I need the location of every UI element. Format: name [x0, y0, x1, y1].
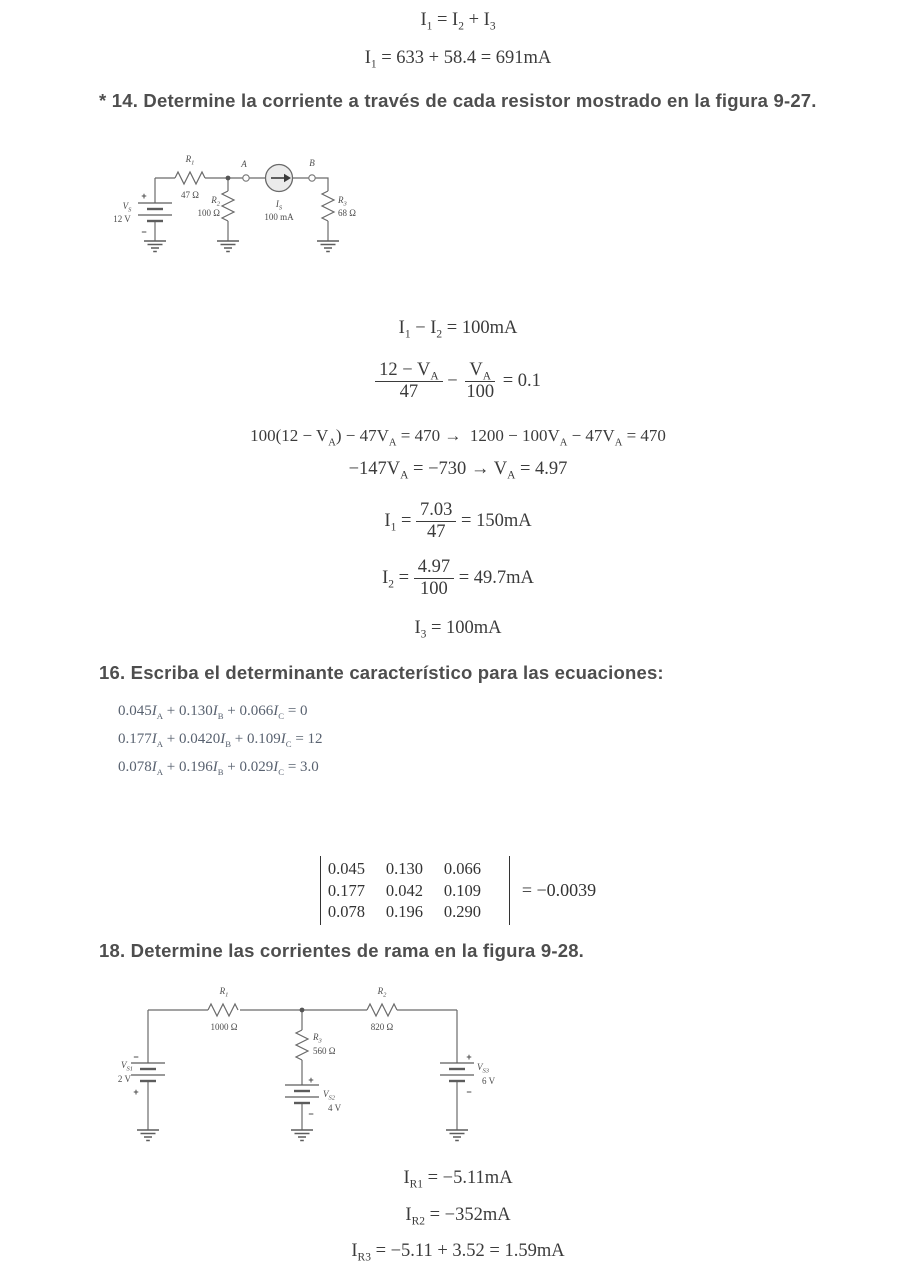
- resistor-r1-symbol: [208, 1004, 238, 1016]
- equation-i2: $I_2$ = $\frac{4.97}{100}$ = 49.7mA: [382, 557, 534, 600]
- fraction-i2: $\frac{4.97}{100}$: [414, 557, 454, 601]
- r1-value: 47 Ω: [181, 190, 199, 200]
- r2-label: $R_2$: [377, 986, 387, 999]
- current-source-icon: [266, 165, 293, 192]
- vs3-label: $V_{S3}$: [477, 1062, 489, 1075]
- resistor-r2-symbol: [367, 1004, 397, 1016]
- vs3-minus-sign: −: [466, 1087, 472, 1097]
- circuit-wires: [148, 1010, 457, 1130]
- resistor-r3-symbol: [296, 1030, 308, 1060]
- equation-i3: $I_3 = 100mA$: [414, 618, 502, 641]
- equation-current-sum: $I_1 = I_2 + I_3$: [420, 10, 496, 33]
- vs-minus-sign: −: [141, 227, 147, 237]
- vs1-minus-sign: −: [133, 1052, 139, 1062]
- characteristic-determinant: [0, 856, 916, 925]
- det-cell: 0.109: [443, 880, 481, 900]
- r2-label: $R_2$: [211, 195, 220, 208]
- result-ir2: $I_{R2} = -352mA$: [405, 1205, 511, 1228]
- equation-va-solve: $-147V_A = -730 \to V_A = 4.97$: [348, 459, 568, 482]
- r3-label: $R_3$: [313, 1032, 322, 1045]
- vs1-value: 2 V: [117, 1074, 131, 1084]
- r1-label: $R_1$: [219, 986, 229, 999]
- r2-value: 100 Ω: [197, 208, 220, 218]
- vs3-value: 6 V: [482, 1076, 496, 1086]
- vs1-plus-sign: +: [133, 1087, 139, 1097]
- vs1-label: $V_{S1}$: [121, 1060, 133, 1073]
- fraction-2: $\frac{V_A}{100}$: [466, 360, 495, 403]
- det-cell: 0.177: [327, 880, 365, 900]
- equation-i1-result: $I_1 = 633 + 58.4 = 691mA$: [364, 48, 552, 71]
- det-cell: 0.196: [385, 902, 423, 921]
- r1-label: $R_1$: [185, 154, 195, 167]
- r3-value: 68 Ω: [338, 208, 356, 218]
- battery-vs2-symbol: [285, 1085, 319, 1103]
- circuit-wires: [155, 178, 328, 241]
- r3-value: 560 Ω: [313, 1046, 336, 1056]
- vs-label: $V_S$: [122, 201, 132, 214]
- is-value: 100 mA: [264, 212, 294, 222]
- problem-18-heading: 18. Determine las corrientes de rama en la figura 9-28.: [99, 940, 585, 961]
- system-equation-3: $0.078I_A + 0.196I_B + 0.029I_C = 3.0$: [118, 759, 319, 777]
- system-equation-1: $0.045I_A + 0.130I_B + 0.066I_C = 0$: [118, 703, 308, 721]
- junction-dot: [300, 1008, 305, 1013]
- resistor-r1-symbol: [175, 172, 205, 184]
- det-cell: 0.290: [443, 902, 481, 921]
- vs2-minus-sign: −: [308, 1109, 314, 1119]
- det-cell: 0.042: [385, 880, 423, 900]
- node-b-terminal: [309, 175, 315, 181]
- vs2-plus-sign: +: [308, 1075, 314, 1085]
- vs2-label: $V_{S2}$: [323, 1089, 335, 1102]
- resistor-r3-symbol: [322, 191, 334, 221]
- determinant-matrix: [320, 856, 510, 925]
- battery-vs-symbol: [138, 203, 172, 221]
- node-a-label: A: [241, 159, 247, 169]
- equation-expanded: $100(12 - V_A) - 47V_A = 470 \to 1200 - 100V_A - 47V_A = 470$: [250, 426, 666, 449]
- r2-value: 820 Ω: [370, 1022, 394, 1032]
- r3-label: $R_3$: [338, 195, 347, 208]
- battery-vs3-symbol: [440, 1063, 474, 1081]
- equation-kcl: $I_1 - I_2 = 100mA$: [398, 318, 518, 341]
- determinant-result: = −0.0039: [521, 879, 597, 900]
- figure-9-27-circuit: [100, 143, 410, 293]
- equation-node-voltage: $\frac{12 - V_A}{47}$ − $\frac{V_A}{100}$ = 0.1: [0, 360, 916, 404]
- vs-value: 12 V: [113, 214, 131, 224]
- system-equation-2: $0.177I_A + 0.0420I_B + 0.109I_C = 12$: [118, 731, 323, 749]
- equation-i1: $I_1$ = $\frac{7.03}{47}$ = 150mA: [384, 500, 532, 543]
- det-cell: 0.066: [443, 859, 481, 878]
- problem-14-heading: * 14. Determine la corriente a través de cada resistor mostrado en la figura 9-27.: [99, 90, 817, 111]
- node-b-label: B: [309, 158, 315, 168]
- vs-plus-sign: +: [141, 191, 147, 201]
- fraction-1: $\frac{12 - V_A}{47}$: [375, 360, 443, 404]
- fraction-i1: $\frac{7.03}{47}$: [416, 500, 456, 544]
- result-ir1: $I_{R1} = -5.11mA$: [403, 1168, 513, 1191]
- node-a-terminal: [243, 175, 249, 181]
- det-cell: 0.078: [327, 902, 365, 921]
- ground-symbol: [144, 241, 339, 252]
- junction-dot: [226, 176, 231, 181]
- system-of-equations: [118, 703, 323, 787]
- battery-vs1-symbol: [131, 1063, 165, 1081]
- vs3-plus-sign: +: [466, 1052, 472, 1062]
- problem-16-heading: 16. Escriba el determinante característico para las ecuaciones:: [99, 662, 664, 683]
- det-cell: 0.130: [385, 859, 423, 878]
- is-label: $I_S$: [275, 199, 283, 212]
- det-cell: 0.045: [327, 859, 365, 878]
- vs2-value: 4 V: [328, 1103, 342, 1113]
- resistor-r2-symbol: [222, 191, 234, 221]
- result-ir3: $I_{R3} = -5.11 + 3.52 = 1.59mA$: [351, 1241, 565, 1264]
- r1-value: 1000 Ω: [210, 1022, 238, 1032]
- figure-9-28-circuit: [95, 975, 520, 1167]
- ground-symbol: [137, 1130, 468, 1141]
